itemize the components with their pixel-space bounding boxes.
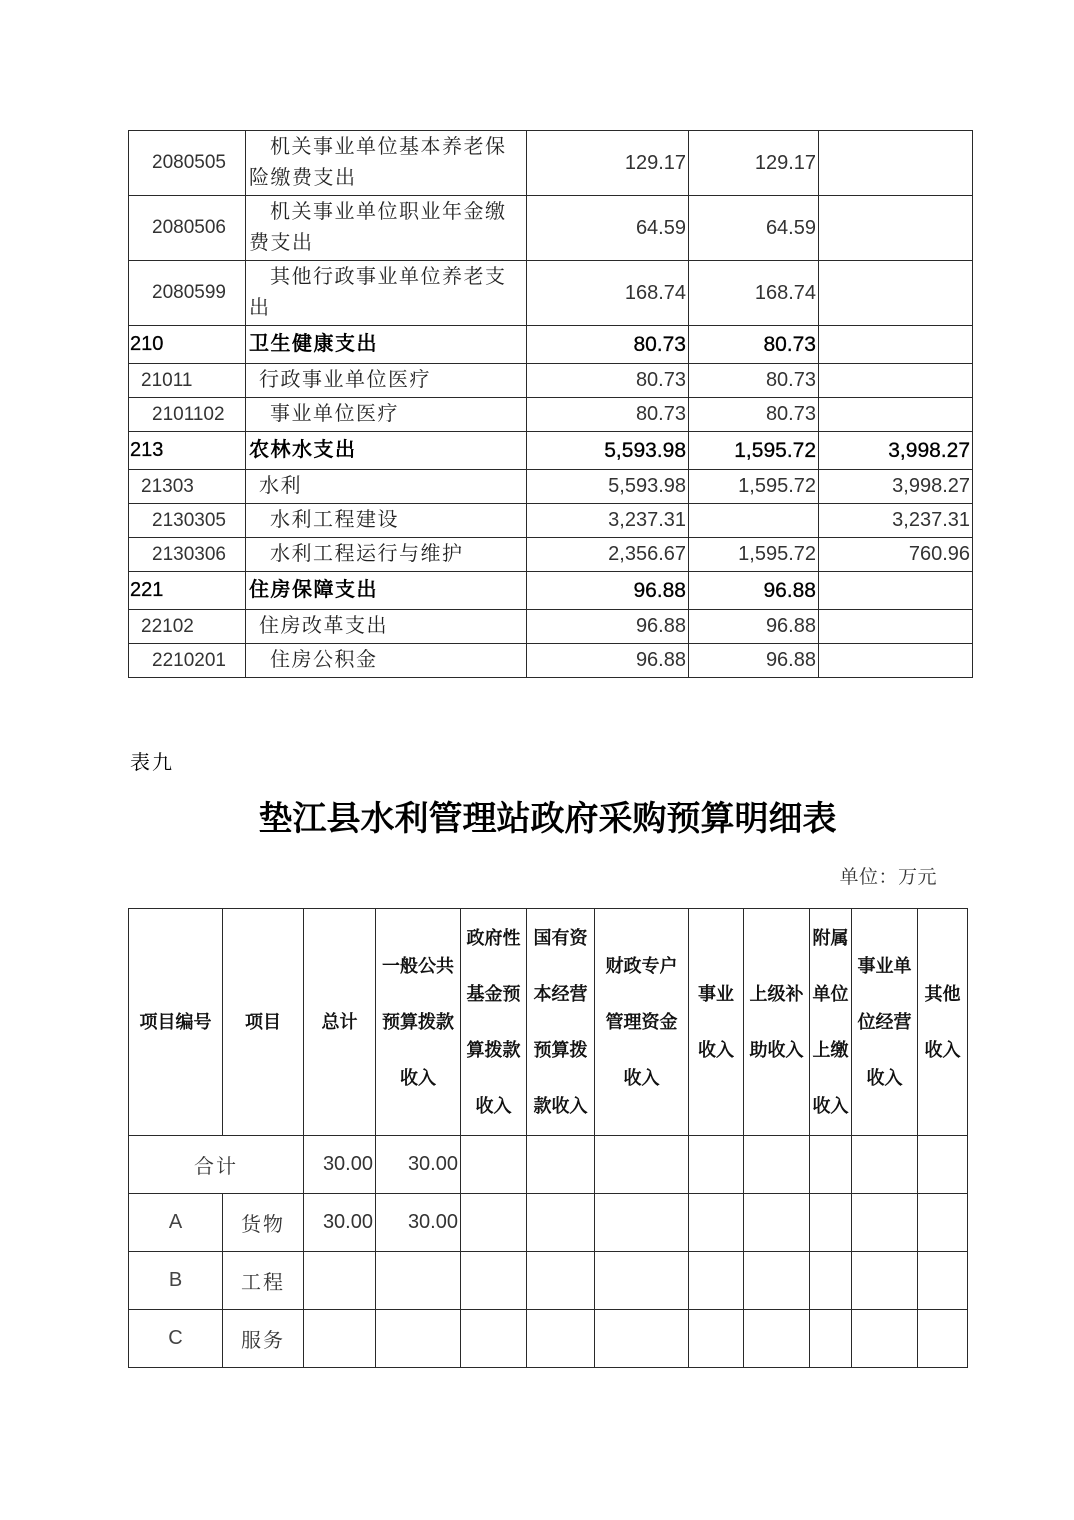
amount-cell: 80.73 bbox=[527, 326, 689, 364]
empty-cell bbox=[918, 1194, 968, 1252]
table-title: 垫江县水利管理站政府采购预算明细表 bbox=[258, 801, 837, 838]
table-row bbox=[129, 504, 973, 538]
table-row bbox=[129, 644, 973, 678]
empty-cell bbox=[744, 1310, 810, 1368]
item-code: 2130306 bbox=[129, 538, 246, 572]
column-header: 财政专户管理资金收入 bbox=[595, 909, 689, 1136]
empty-cell bbox=[527, 1310, 595, 1368]
column-header: 国有资本经营预算拨款收入 bbox=[527, 909, 595, 1136]
column-header: 事业单位经营收入 bbox=[852, 909, 918, 1136]
table-row bbox=[129, 1310, 968, 1368]
item-name: 卫生健康支出 bbox=[246, 326, 527, 364]
column-header: 其他收入 bbox=[918, 909, 968, 1136]
empty-cell bbox=[810, 1310, 852, 1368]
item-code: B bbox=[129, 1252, 223, 1310]
table-row bbox=[129, 538, 973, 572]
amount-cell: 64.59 bbox=[689, 196, 819, 261]
column-header: 政府性基金预算拨款收入 bbox=[461, 909, 527, 1136]
column-header: 上级补助收入 bbox=[744, 909, 810, 1136]
empty-cell bbox=[689, 1194, 744, 1252]
item-name: 住房改革支出 bbox=[246, 610, 527, 644]
empty-cell bbox=[527, 1252, 595, 1310]
item-code: 2080505 bbox=[129, 131, 246, 196]
column-header: 附属单位上缴收入 bbox=[810, 909, 852, 1136]
amount-cell: 1,595.72 bbox=[689, 432, 819, 470]
item-name: 水利工程建设 bbox=[246, 504, 527, 538]
table-row bbox=[129, 196, 973, 261]
table-row bbox=[129, 610, 973, 644]
empty-cell bbox=[461, 1310, 527, 1368]
category-row bbox=[129, 432, 973, 470]
amount-cell bbox=[819, 261, 973, 326]
table-number-label: 表九 bbox=[130, 752, 174, 774]
amount-cell bbox=[819, 398, 973, 432]
item-code: 213 bbox=[129, 432, 246, 470]
empty-cell bbox=[304, 1310, 376, 1368]
empty-cell bbox=[461, 1136, 527, 1194]
table-row bbox=[129, 1194, 968, 1252]
empty-cell bbox=[918, 1310, 968, 1368]
item-name: 其他行政事业单位养老支出 bbox=[246, 261, 527, 326]
empty-cell bbox=[744, 1136, 810, 1194]
amount-cell: 129.17 bbox=[689, 131, 819, 196]
amount-cell: 96.88 bbox=[527, 644, 689, 678]
item-name: 农林水支出 bbox=[246, 432, 527, 470]
empty-cell bbox=[527, 1194, 595, 1252]
empty-cell bbox=[852, 1252, 918, 1310]
amount-cell: 30.00 bbox=[376, 1194, 461, 1252]
empty-cell bbox=[689, 1310, 744, 1368]
empty-cell bbox=[689, 1252, 744, 1310]
amount-cell bbox=[819, 364, 973, 398]
amount-cell: 3,998.27 bbox=[819, 432, 973, 470]
empty-cell bbox=[595, 1310, 689, 1368]
amount-cell: 96.88 bbox=[527, 610, 689, 644]
item-code: 2080506 bbox=[129, 196, 246, 261]
empty-cell bbox=[304, 1252, 376, 1310]
empty-cell bbox=[810, 1136, 852, 1194]
amount-cell: 30.00 bbox=[304, 1136, 376, 1194]
item-name: 事业单位医疗 bbox=[246, 398, 527, 432]
table-row bbox=[129, 131, 973, 196]
amount-cell bbox=[819, 326, 973, 364]
total-label: 合计 bbox=[129, 1136, 304, 1194]
amount-cell bbox=[819, 572, 973, 610]
item-code: 2210201 bbox=[129, 644, 246, 678]
item-name: 机关事业单位基本养老保险缴费支出 bbox=[246, 131, 527, 196]
amount-cell bbox=[819, 131, 973, 196]
amount-cell: 80.73 bbox=[689, 326, 819, 364]
empty-cell bbox=[810, 1194, 852, 1252]
item-code: 2101102 bbox=[129, 398, 246, 432]
amount-cell: 80.73 bbox=[689, 364, 819, 398]
amount-cell: 5,593.98 bbox=[527, 470, 689, 504]
item-name: 行政事业单位医疗 bbox=[246, 364, 527, 398]
table-row bbox=[129, 261, 973, 326]
table-row bbox=[129, 470, 973, 504]
item-name: 水利工程运行与维护 bbox=[246, 538, 527, 572]
item-name: 工程 bbox=[223, 1252, 304, 1310]
empty-cell bbox=[810, 1252, 852, 1310]
amount-cell: 5,593.98 bbox=[527, 432, 689, 470]
total-row bbox=[129, 1136, 968, 1194]
amount-cell: 96.88 bbox=[689, 644, 819, 678]
item-code: 210 bbox=[129, 326, 246, 364]
item-code: A bbox=[129, 1194, 223, 1252]
empty-cell bbox=[689, 1136, 744, 1194]
empty-cell bbox=[595, 1252, 689, 1310]
amount-cell: 2,356.67 bbox=[527, 538, 689, 572]
amount-cell: 80.73 bbox=[527, 364, 689, 398]
empty-cell bbox=[744, 1252, 810, 1310]
empty-cell bbox=[852, 1310, 918, 1368]
amount-cell: 3,998.27 bbox=[819, 470, 973, 504]
empty-cell bbox=[595, 1194, 689, 1252]
amount-cell bbox=[819, 610, 973, 644]
amount-cell: 64.59 bbox=[527, 196, 689, 261]
amount-cell: 30.00 bbox=[304, 1194, 376, 1252]
column-header: 总计 bbox=[304, 909, 376, 1136]
budget-expenditure-table bbox=[128, 130, 973, 678]
category-row bbox=[129, 326, 973, 364]
item-name: 住房保障支出 bbox=[246, 572, 527, 610]
amount-cell: 3,237.31 bbox=[819, 504, 973, 538]
item-code: C bbox=[129, 1310, 223, 1368]
empty-cell bbox=[744, 1194, 810, 1252]
item-name: 住房公积金 bbox=[246, 644, 527, 678]
amount-cell bbox=[819, 196, 973, 261]
column-header: 事业收入 bbox=[689, 909, 744, 1136]
column-header: 一般公共预算拨款收入 bbox=[376, 909, 461, 1136]
table-row bbox=[129, 364, 973, 398]
amount-cell: 80.73 bbox=[527, 398, 689, 432]
item-code: 21011 bbox=[129, 364, 246, 398]
empty-cell bbox=[918, 1252, 968, 1310]
empty-cell bbox=[461, 1252, 527, 1310]
header-row bbox=[129, 909, 968, 1136]
empty-cell bbox=[376, 1310, 461, 1368]
category-row bbox=[129, 572, 973, 610]
table-row bbox=[129, 1252, 968, 1310]
item-name: 货物 bbox=[223, 1194, 304, 1252]
amount-cell: 129.17 bbox=[527, 131, 689, 196]
item-code: 2130305 bbox=[129, 504, 246, 538]
amount-cell: 96.88 bbox=[689, 572, 819, 610]
amount-cell: 3,237.31 bbox=[527, 504, 689, 538]
amount-cell bbox=[689, 504, 819, 538]
empty-cell bbox=[852, 1194, 918, 1252]
empty-cell bbox=[918, 1136, 968, 1194]
item-name: 机关事业单位职业年金缴费支出 bbox=[246, 196, 527, 261]
empty-cell bbox=[595, 1136, 689, 1194]
procurement-budget-table bbox=[128, 908, 968, 1368]
amount-cell: 1,595.72 bbox=[689, 470, 819, 504]
amount-cell bbox=[819, 644, 973, 678]
amount-cell: 96.88 bbox=[527, 572, 689, 610]
amount-cell: 1,595.72 bbox=[689, 538, 819, 572]
item-code: 2080599 bbox=[129, 261, 246, 326]
column-header: 项目 bbox=[223, 909, 304, 1136]
item-name: 服务 bbox=[223, 1310, 304, 1368]
amount-cell: 80.73 bbox=[689, 398, 819, 432]
table-row bbox=[129, 398, 973, 432]
item-code: 21303 bbox=[129, 470, 246, 504]
item-name: 水利 bbox=[246, 470, 527, 504]
item-code: 221 bbox=[129, 572, 246, 610]
empty-cell bbox=[461, 1194, 527, 1252]
unit-label: 单位：万元 bbox=[839, 867, 937, 888]
amount-cell: 760.96 bbox=[819, 538, 973, 572]
amount-cell: 30.00 bbox=[376, 1136, 461, 1194]
amount-cell: 96.88 bbox=[689, 610, 819, 644]
empty-cell bbox=[376, 1252, 461, 1310]
amount-cell: 168.74 bbox=[527, 261, 689, 326]
amount-cell: 168.74 bbox=[689, 261, 819, 326]
column-header: 项目编号 bbox=[129, 909, 223, 1136]
empty-cell bbox=[527, 1136, 595, 1194]
item-code: 22102 bbox=[129, 610, 246, 644]
empty-cell bbox=[852, 1136, 918, 1194]
